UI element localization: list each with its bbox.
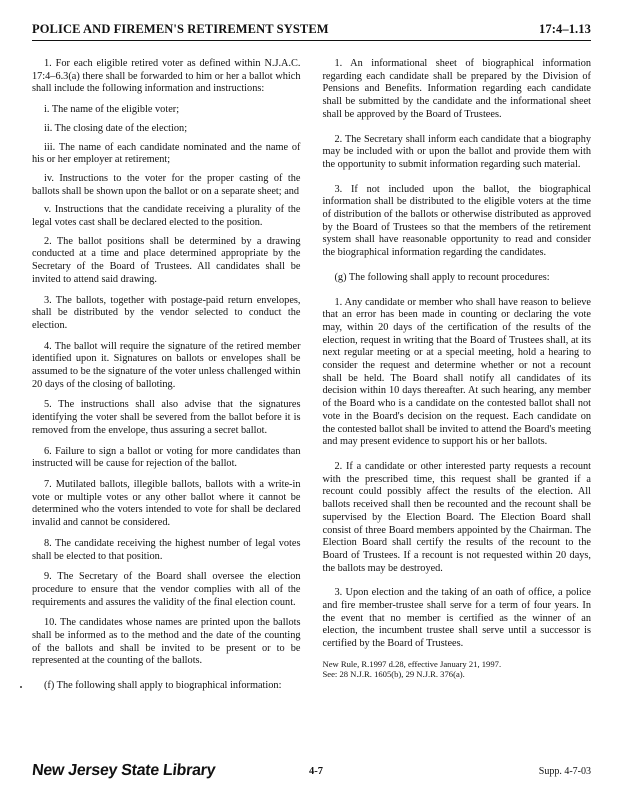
recount-paragraph-1: 1. Any candidate or member who shall have reason to believe that an error has been made in counting or declaring the vote may, within 20 days of the certification of the results of the election, request in writing that the Board of Trustees shall, at its next regular meeting or at a special meeting, hold a hearing to consider the request and determine whether or not a recount shall be held. The Board shall notify all candidates of its decision within 10 days thereafter. At such hearing, any member of the Board who is a candidate on the contested ballot shall not vote in the Board's decision on the request. Each candidate on the contested ballot shall be invited to attend the Board's meeting and may present evidence to support his or her ballots. — [322, 296, 591, 448]
page-footer — [32, 756, 591, 786]
paragraph-5: 5. The instructions shall also advise that the signatures identifying the voter shall be severed from the ballot before it is removed from the envelope, thus assuring a secret ballot. — [32, 399, 301, 436]
running-header — [32, 22, 591, 41]
history-note — [323, 659, 592, 680]
library-stamp: New Jersey State Library — [31, 762, 217, 779]
item-i: i. The name of the eligible voter; — [44, 104, 180, 116]
subsection-f: (f) The following shall apply to biographical information: — [44, 680, 282, 692]
paragraph-7: 7. Mutilated ballots, illegible ballots, ballots with a write-in vote or multiple votes or any other ballot where it cannot be determined who the voters intended to vote for shall be declared invalid and cannot be considered. — [32, 478, 301, 529]
header-section-number: 17:4–1.13 — [539, 22, 591, 36]
history-note-see: See: 28 N.J.R. 1605(b), 29 N.J.R. 376(a). — [322, 669, 465, 680]
item-ii: ii. The closing date of the election; — [44, 122, 188, 134]
bio-paragraph-1: 1. An informational sheet of biographical information regarding each candidate shall be prepared by the Division of Pensions and Benefits. Information regarding each candidate shall be submitted by the candidate and the informational sheet shall be approved by the Board of Trustees. — [322, 58, 591, 120]
paragraph-6: 6. Failure to sign a ballot or voting for more candidates than instructed will be cause for rejection of the ballot. — [32, 445, 301, 470]
item-iv: iv. Instructions to the voter for the proper casting of the ballots shall be shown upon the ballot or on a separate sheet; and — [32, 172, 301, 197]
body-columns — [32, 58, 591, 714]
recount-paragraph-3: 3. Upon election and the taking of an oath of office, a police and fire member-trustee shall serve for a term of four years. In the event that no member is certified as the winner of an election, the incumbent trustee shall serve until a successor is certified by the Board of Trustees. — [322, 587, 591, 650]
paragraph-9: 9. The Secretary of the Board shall oversee the election procedure to ensure that the vendor complies with all of the requirements and assures the validity of the final election count. — [32, 571, 301, 608]
page-number: 4-7 — [309, 765, 323, 777]
paragraph-10: 10. The candidates whose names are printed upon the ballots shall be informed as to the method and the date of the counting of the ballots and shall be invited to be present or to be represented at the counting of the ballots. — [32, 617, 301, 667]
history-note-rule: New Rule, R.1997 d.28, effective January 21, 1997. — [322, 658, 502, 669]
header-title: POLICE AND FIREMEN'S RETIREMENT SYSTEM — [32, 22, 329, 36]
paragraph-1: 1. For each eligible retired voter as defined within N.J.A.C. 17:4–6.3(a) there shall be forwarded to him or her a ballot which shall include the following information and instructions: — [32, 58, 301, 95]
paragraph-4: 4. The ballot will require the signature of the retired member identified upon it. Signatures on ballots or envelopes shall be assumed to be the signature of the voter unless challenged within 20 days of the closing of balloting. — [32, 340, 301, 390]
item-v: v. Instructions that the candidate receiving a plurality of the legal votes cast shall be declared elected to the position. — [32, 204, 301, 229]
supplement-date: Supp. 4-7-03 — [538, 765, 591, 777]
paragraph-3: 3. The ballots, together with postage-paid return envelopes, shall be distributed by the vendor selected to conduct the election. — [32, 294, 301, 331]
paragraph-8: 8. The candidate receiving the highest number of legal votes shall be elected to that position. — [32, 537, 301, 562]
subsection-g: (g) The following shall apply to recount procedures: — [334, 271, 550, 283]
right-column — [323, 58, 592, 714]
recount-paragraph-2: 2. If a candidate or other interested party requests a recount with the prescribed time, this request shall be granted if a recount could possibly affect the results of the election. All ballots received shall then be recounted and the recount shall be supervised by the Election Board. The Election Board shall consist of three Board members appointed by the Chairman. The Election Board shall certify the results of the recount to the Board of Trustees. If a recount is not requested within 20 days, the ballots may be destroyed. — [322, 460, 591, 574]
bio-paragraph-2: 2. The Secretary shall inform each candidate that a biography may be included with or upon the ballot and provide them with the opportunity to submit information regarding such material. — [322, 133, 591, 170]
bio-paragraph-3: 3. If not included upon the ballot, the biographical information shall be distributed to the eligible voters at the time of distribution of the ballots or otherwise distributed as approved by the Board of Trustees so that the members of the retirement system shall have reasonable opportunity to read and consider the biographical information regarding the candidates. — [322, 183, 591, 259]
margin-speck — [20, 686, 22, 688]
item-iii: iii. The name of each candidate nominated and the name of his or her employer at retirement; — [32, 141, 301, 166]
paragraph-2: 2. The ballot positions shall be determined by a drawing conducted at a time and place determined appropriate by the Secretary of the Board of Trustees. All candidates shall be invited to attend said drawing. — [32, 235, 301, 285]
left-column — [32, 58, 301, 714]
